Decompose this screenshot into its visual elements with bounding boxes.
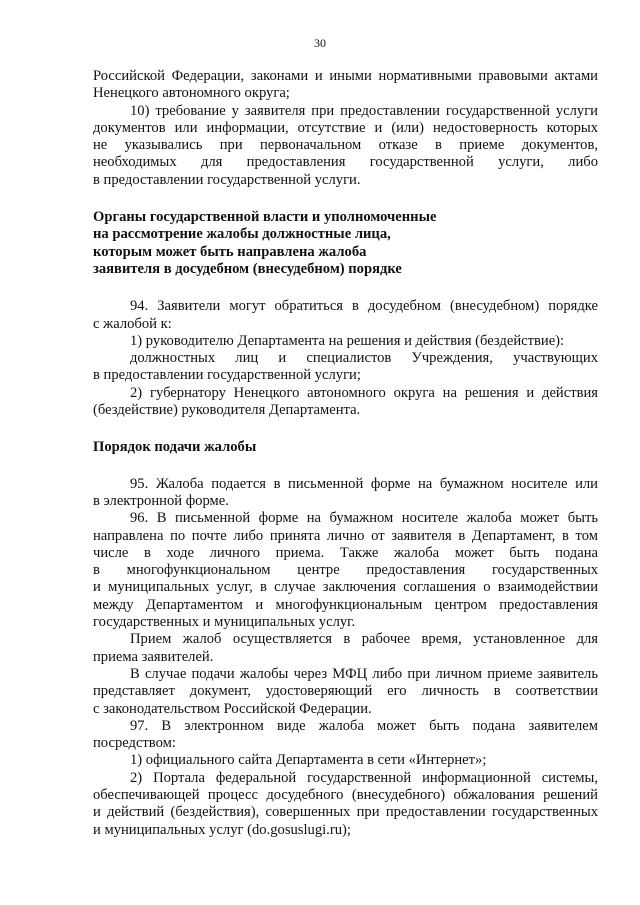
- page-number: 30: [314, 36, 326, 50]
- paragraph-95: 95. Жалоба подается в письменной форме на бумажном носителе или в электронной форме.: [93, 475, 598, 509]
- intro-paragraph: Российской Федерации, законами и иными нормативными правовыми актами Ненецкого автономного округа;: [93, 68, 598, 102]
- section-heading-procedure: Порядок подачи жалобы: [93, 439, 257, 456]
- section-heading-authorities: Органы государственной власти и уполномоченные на рассмотрение жалобы должностные лица, которым может быть направлена жалоба заявителя в досудебном (внесудебном) порядке: [93, 209, 437, 277]
- paragraph-96: 96. В письменной форме на бумажном носителе жалоба может быть направлена по почте либо принята лично от заявителя в Департамент, в том числе в ходе личного приема. Также жалоба может быть подана в многофункциональном центре предоставления государственных и муниципальных услуг, в случае заключения соглашения о взаимодействии между Департаментом и многофункциональным центром предоставления государственных и муниципальных услуг.: [93, 510, 598, 631]
- document-body: [93, 68, 598, 839]
- reception-paragraph: Прием жалоб осуществляется в рабочее время, установленное для приема заявителей.: [93, 631, 598, 665]
- mfc-paragraph: В случае подачи жалобы через МФЦ либо при личном приеме заявитель представляет документ, удостоверяющий его личность в соответствии с законодательством Российской Федерации.: [93, 665, 598, 717]
- paragraph-97: 97. В электронном виде жалоба может быть подана заявителем посредством: 1) официального сайта Департамента в сети «Интернет»; 2) Портала федеральной государственной информационной системы, обеспечивающей процесс досудебного (внесудебного) обжалования решений и действий (бездействия), совершенных при предоставлении государственных и муниципальных услуг (do.gosuslugi.ru);: [93, 717, 598, 838]
- paragraph-94: 94. Заявители могут обратиться в досудебном (внесудебном) порядке с жалобой к: 1) руководителю Департамента на решения и действия (бездействие): должностных лиц и специалистов Учреждения, участвующих в предоставлении государственной услуги; 2) губернатору Ненецкого автономного округа на решения и действия (бездействие) руководителя Департамента.: [93, 298, 598, 419]
- item-10-paragraph: 10) требование у заявителя при предоставлении государственной услуги документов или информации, отсутствие и (или) недостоверность которых не указывались при первоначальном отказе в приеме документов, необходимых для предоставления государственной услуги, либо в предоставлении государственной услуги.: [93, 102, 598, 188]
